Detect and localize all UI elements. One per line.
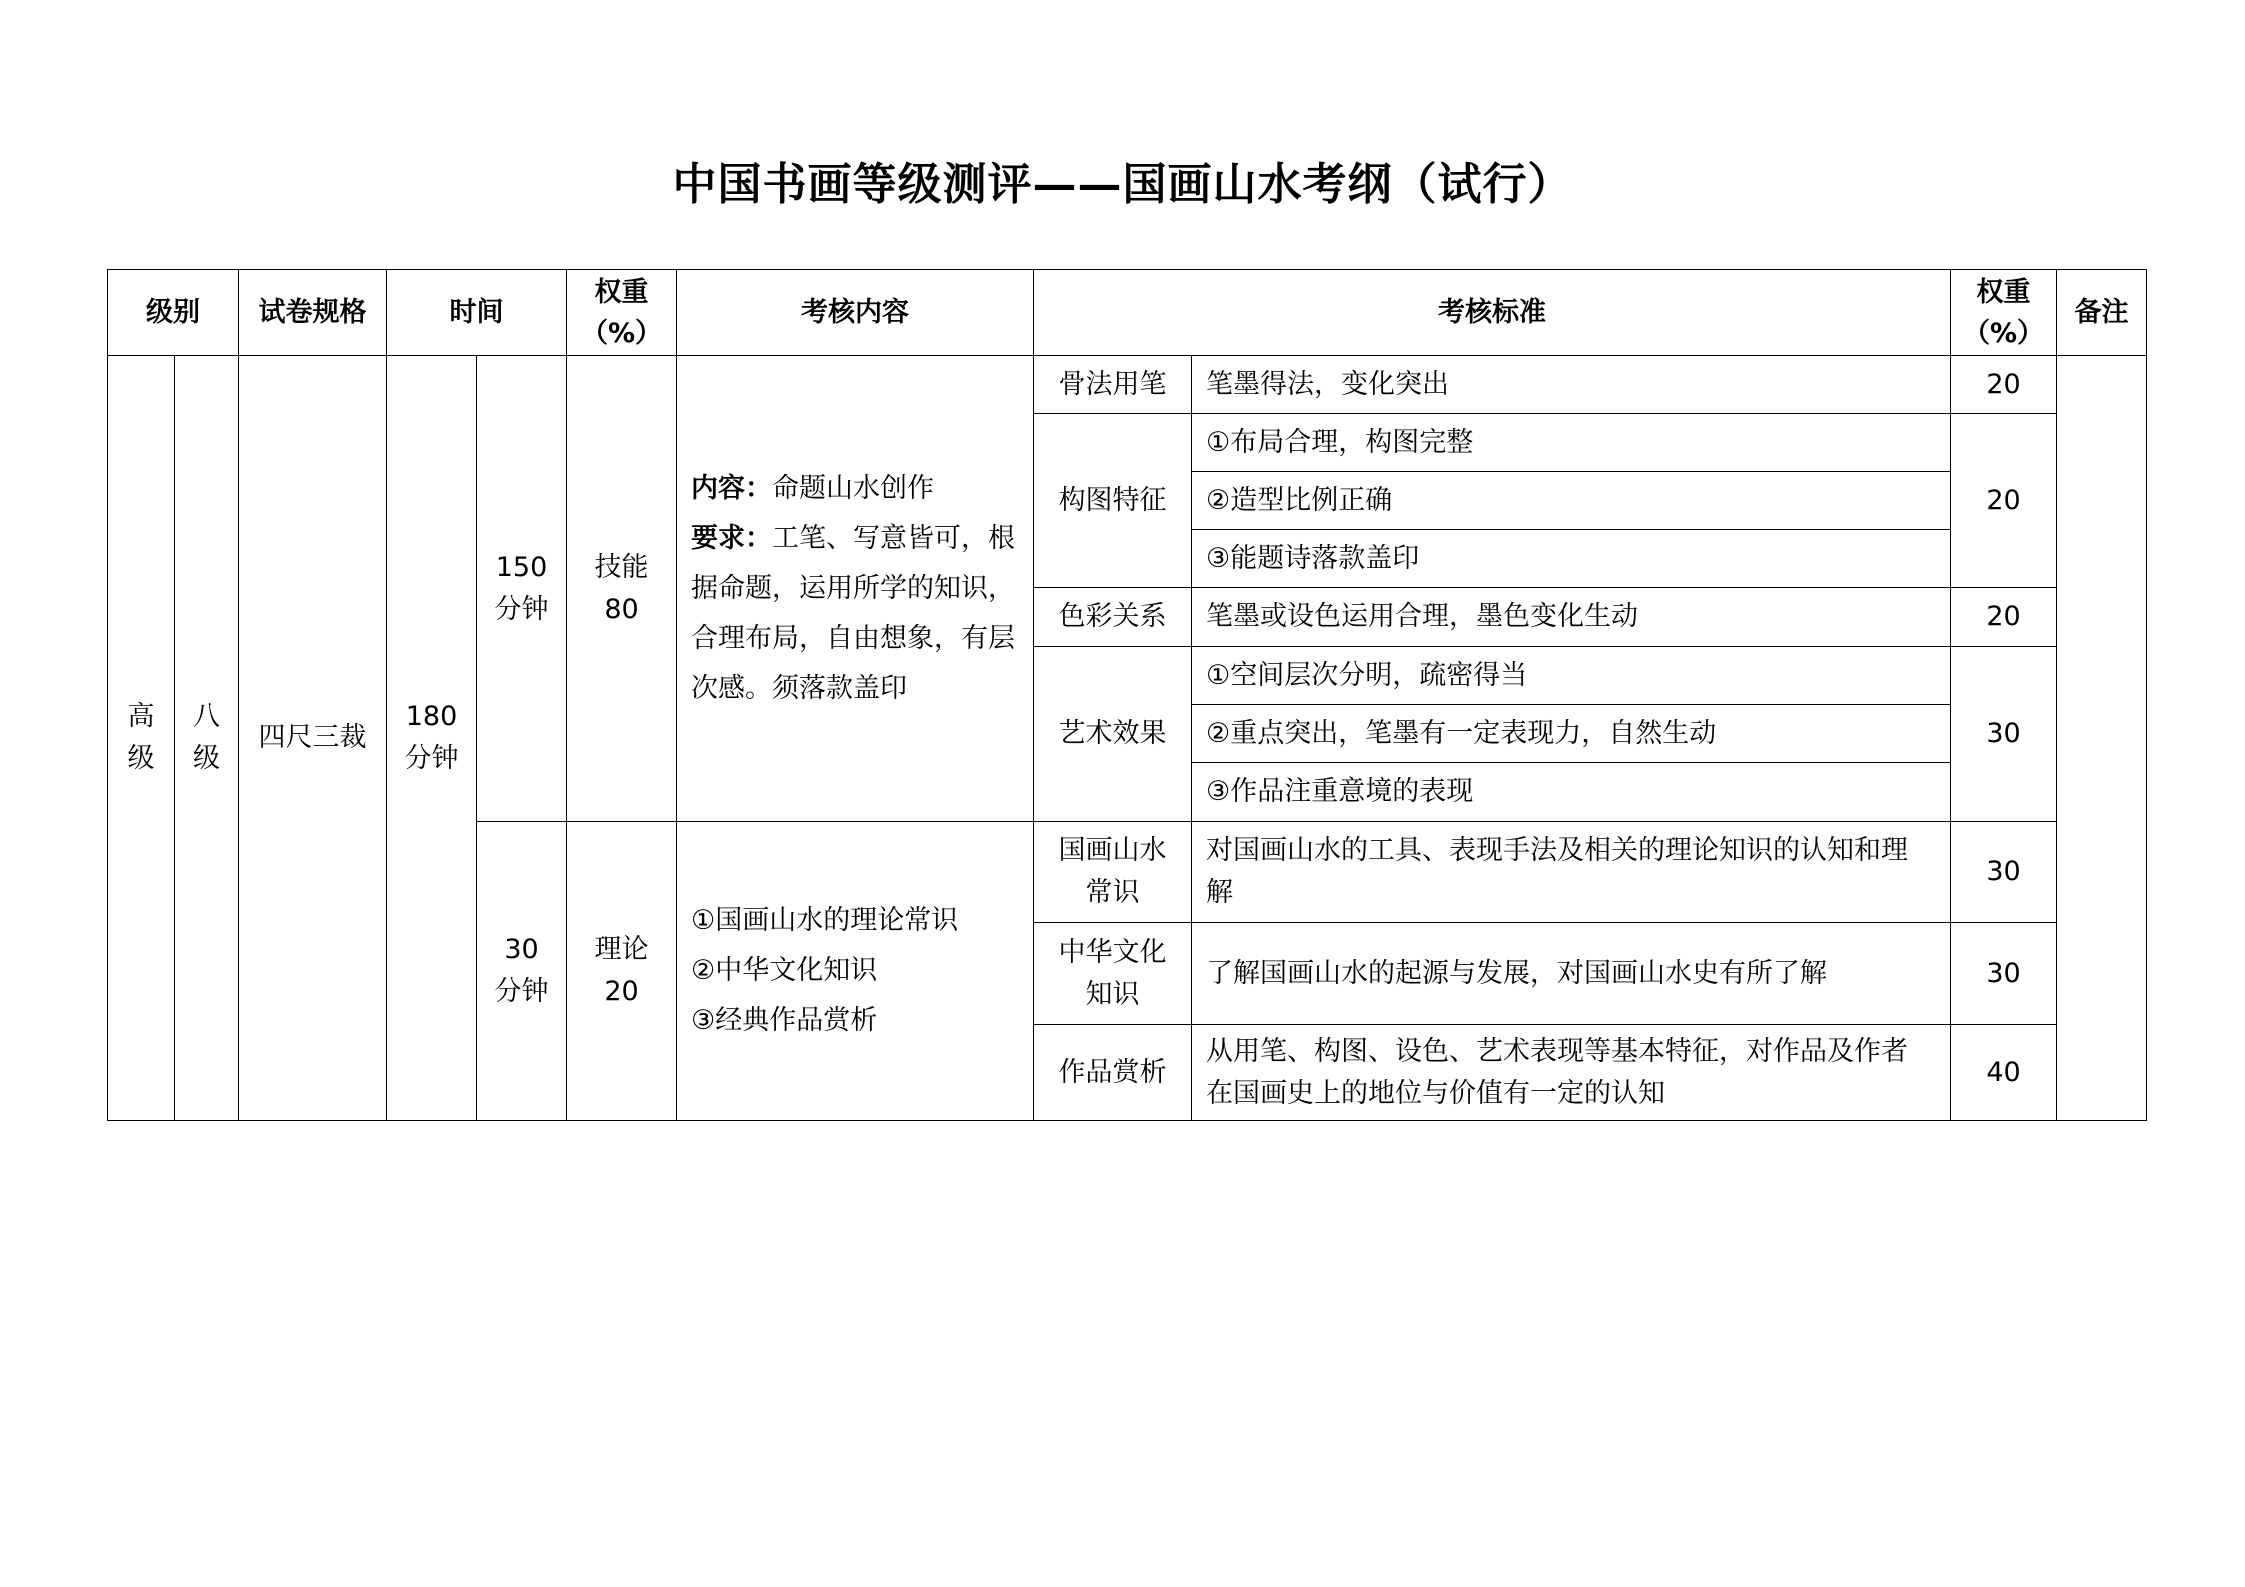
- theory-time: 30 分钟: [477, 822, 567, 1121]
- criterion-weight: 20: [1951, 414, 2057, 588]
- criterion-category: 艺术效果: [1034, 647, 1192, 822]
- remark-cell: [2057, 356, 2147, 1121]
- criterion-weight: 30: [1951, 647, 2057, 822]
- skill-content: 内容：命题山水创作 要求：工笔、写意皆可，根 据命题，运用所学的知识， 合理布局，自由想象，有层 次感。须落款盖印: [677, 356, 1034, 822]
- table-row: [108, 356, 2147, 414]
- syllabus-table: [107, 269, 2147, 1121]
- header-content: 考核内容: [677, 270, 1034, 356]
- criterion-weight: 30: [1951, 923, 2057, 1025]
- level-main: 高 级: [108, 356, 175, 1121]
- header-weight-2: 权重 （%）: [1951, 270, 2057, 356]
- header-weight: 权重 （%）: [567, 270, 677, 356]
- criterion-item: 对国画山水的工具、表现手法及相关的理论知识的认知和理 解: [1192, 822, 1951, 923]
- criterion-item: ③能题诗落款盖印: [1192, 530, 1951, 588]
- header-level: 级别: [108, 270, 239, 356]
- skill-time: 150 分钟: [477, 356, 567, 822]
- paper-spec: 四尺三裁: [239, 356, 387, 1121]
- skill-weight: 技能 80: [567, 356, 677, 822]
- header-remark: 备注: [2057, 270, 2147, 356]
- criterion-weight: 40: [1951, 1025, 2057, 1121]
- criterion-category: 作品赏析: [1034, 1025, 1192, 1121]
- header-paper-spec: 试卷规格: [239, 270, 387, 356]
- header-time: 时间: [387, 270, 567, 356]
- criterion-item: ①布局合理，构图完整: [1192, 414, 1951, 472]
- header-standard: 考核标准: [1034, 270, 1951, 356]
- criterion-item: 从用笔、构图、设色、艺术表现等基本特征，对作品及作者 在国画史上的地位与价值有一定的认知: [1192, 1025, 1951, 1121]
- header-row: [108, 270, 2147, 356]
- criterion-category: 中华文化 知识: [1034, 923, 1192, 1025]
- criterion-weight: 20: [1951, 356, 2057, 414]
- criterion-weight: 30: [1951, 822, 2057, 923]
- criterion-item: 笔墨得法，变化突出: [1192, 356, 1951, 414]
- criterion-item: 了解国画山水的起源与发展，对国画山水史有所了解: [1192, 923, 1951, 1025]
- criterion-item: ①空间层次分明，疏密得当: [1192, 647, 1951, 705]
- theory-content: ①国画山水的理论常识 ②中华文化知识 ③经典作品赏析: [677, 822, 1034, 1121]
- content-label: 内容：: [691, 472, 772, 504]
- criterion-category: 骨法用笔: [1034, 356, 1192, 414]
- criterion-item: 笔墨或设色运用合理，墨色变化生动: [1192, 588, 1951, 647]
- criterion-item: ②重点突出，笔墨有一定表现力，自然生动: [1192, 705, 1951, 763]
- page-title: 中国书画等级测评——国画山水考纲（试行）: [672, 159, 1573, 210]
- theory-weight: 理论 20: [567, 822, 677, 1121]
- total-time: 180 分钟: [387, 356, 477, 1121]
- criterion-weight: 20: [1951, 588, 2057, 647]
- requirement-label: 要求：: [691, 522, 772, 554]
- criterion-category: 国画山水 常识: [1034, 822, 1192, 923]
- content-value: 命题山水创作: [772, 472, 934, 504]
- criterion-category: 色彩关系: [1034, 588, 1192, 647]
- criterion-category: 构图特征: [1034, 414, 1192, 588]
- criterion-item: ②造型比例正确: [1192, 472, 1951, 530]
- level-sub: 八 级: [175, 356, 239, 1121]
- criterion-item: ③作品注重意境的表现: [1192, 763, 1951, 822]
